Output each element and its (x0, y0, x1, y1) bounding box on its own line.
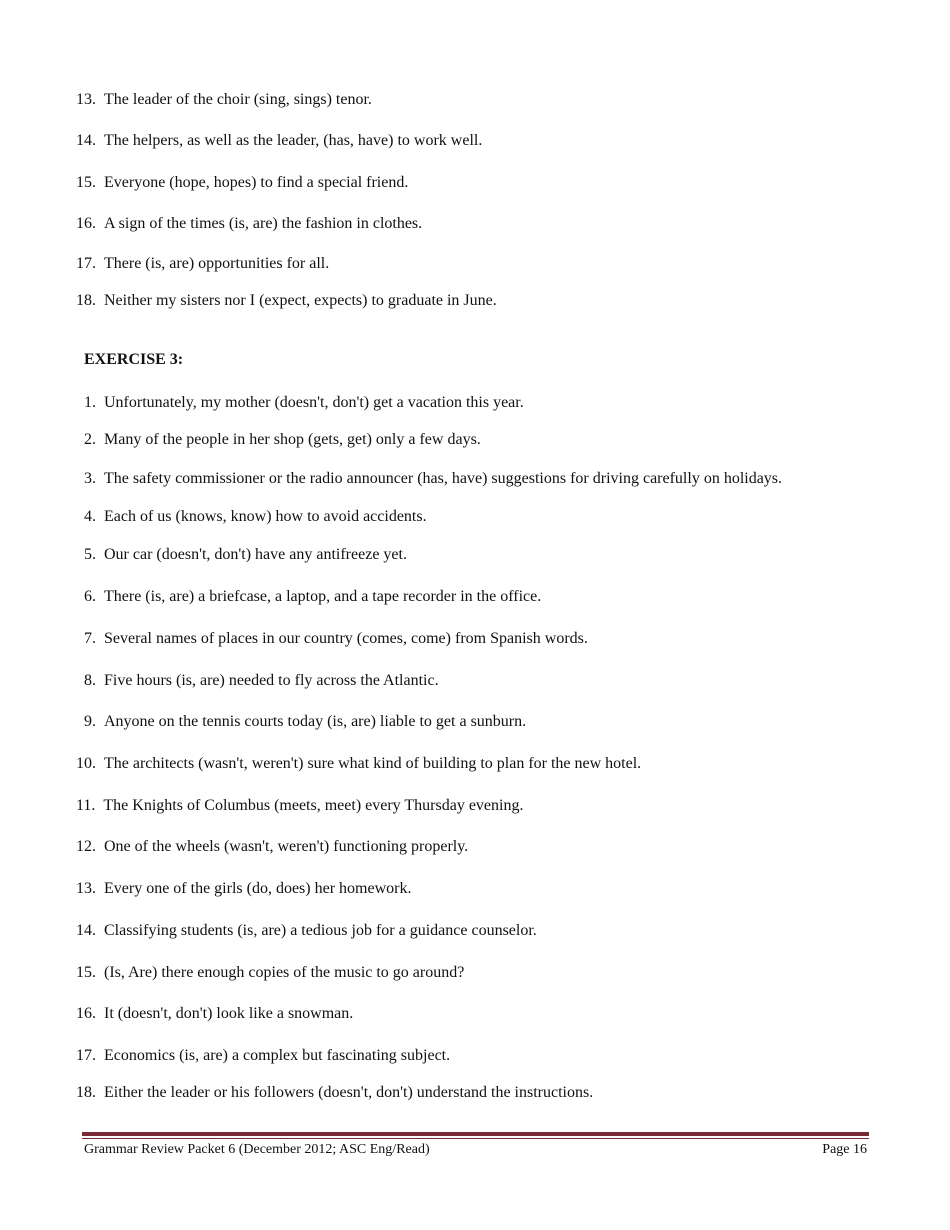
item-number: 5. (84, 546, 96, 563)
item-text: It (doesn't, don't) look like a snowman. (104, 1005, 354, 1022)
item-text: Everyone (hope, hopes) to find a special friend. (104, 174, 409, 191)
footer-rule-thin (82, 1138, 869, 1139)
list-item (76, 837, 468, 857)
list-item (76, 921, 537, 941)
item-number: 2. (84, 431, 96, 448)
item-number: 3. (84, 470, 96, 487)
item-number: 8. (84, 672, 96, 689)
list-item (76, 796, 523, 816)
item-text: Economics (is, are) a complex but fascinating subject. (104, 1047, 451, 1064)
list-item (76, 131, 482, 151)
item-number: 13. (76, 91, 96, 108)
list-item (76, 214, 422, 234)
list-item (76, 1046, 450, 1066)
item-text: Several names of places in our country (comes, come) from Spanish words. (104, 630, 588, 647)
item-text: The leader of the choir (sing, sings) tenor. (104, 91, 372, 108)
item-number: 18. (76, 1084, 96, 1101)
list-item (84, 430, 481, 450)
item-text: Many of the people in her shop (gets, get) only a few days. (104, 431, 481, 448)
item-text: The helpers, as well as the leader, (has, have) to work well. (104, 132, 483, 149)
footer-rule-thick (82, 1132, 869, 1136)
item-number: 14. (76, 132, 96, 149)
item-text: Anyone on the tennis courts today (is, are) liable to get a sunburn. (104, 713, 527, 730)
list-item (84, 469, 782, 489)
list-item (76, 754, 641, 774)
list-item (76, 963, 464, 983)
item-text: Our car (doesn't, don't) have any antifreeze yet. (104, 546, 407, 563)
list-item (76, 254, 329, 274)
item-number: 13. (76, 880, 96, 897)
item-number: 16. (76, 1005, 96, 1022)
list-item (84, 507, 427, 527)
list-item (84, 629, 588, 649)
list-item (84, 545, 407, 565)
exercise-heading: EXERCISE 3: (84, 351, 184, 368)
item-number: 9. (84, 713, 96, 730)
item-text: The architects (wasn't, weren't) sure what kind of building to plan for the new hotel. (104, 755, 642, 772)
item-number: 6. (84, 588, 96, 605)
item-number: 7. (84, 630, 96, 647)
item-text: Classifying students (is, are) a tedious job for a guidance counselor. (104, 922, 537, 939)
item-text: Either the leader or his followers (doesn't, don't) understand the instructions. (104, 1084, 594, 1101)
list-item (84, 671, 439, 691)
list-item (76, 173, 408, 193)
item-text: There (is, are) a briefcase, a laptop, and a tape recorder in the office. (104, 588, 542, 605)
list-item (84, 393, 524, 413)
item-text: One of the wheels (wasn't, weren't) functioning properly. (104, 838, 469, 855)
list-item (84, 712, 526, 732)
footer-title: Grammar Review Packet 6 (December 2012; ASC Eng/Read) (84, 1142, 430, 1157)
item-text: The safety commissioner or the radio announcer (has, have) suggestions for driving carefully on holidays. (104, 470, 783, 487)
item-text: The Knights of Columbus (meets, meet) every Thursday evening. (103, 797, 524, 814)
item-number: 17. (76, 255, 96, 272)
item-number: 15. (76, 964, 96, 981)
item-text: There (is, are) opportunities for all. (104, 255, 330, 272)
item-text: Each of us (knows, know) how to avoid accidents. (104, 508, 427, 525)
item-number: 17. (76, 1047, 96, 1064)
item-number: 15. (76, 174, 96, 191)
item-number: 11. (76, 797, 96, 814)
item-text: Every one of the girls (do, does) her homework. (104, 880, 412, 897)
item-number: 4. (84, 508, 96, 525)
item-text: Neither my sisters nor I (expect, expects) to graduate in June. (104, 292, 497, 309)
item-text: A sign of the times (is, are) the fashion in clothes. (104, 215, 423, 232)
item-number: 12. (76, 838, 96, 855)
item-text: Five hours (is, are) needed to fly across the Atlantic. (104, 672, 439, 689)
item-number: 14. (76, 922, 96, 939)
item-number: 10. (76, 755, 96, 772)
page-number: Page 16 (822, 1142, 867, 1157)
item-number: 18. (76, 292, 96, 309)
item-text: Unfortunately, my mother (doesn't, don't) get a vacation this year. (104, 394, 524, 411)
item-text: (Is, Are) there enough copies of the music to go around? (104, 964, 465, 981)
list-item (76, 90, 372, 110)
list-item (76, 1004, 353, 1024)
list-item (76, 1083, 593, 1103)
item-number: 1. (84, 394, 96, 411)
list-item (84, 587, 541, 607)
list-item (76, 879, 411, 899)
list-item (76, 291, 497, 311)
item-number: 16. (76, 215, 96, 232)
